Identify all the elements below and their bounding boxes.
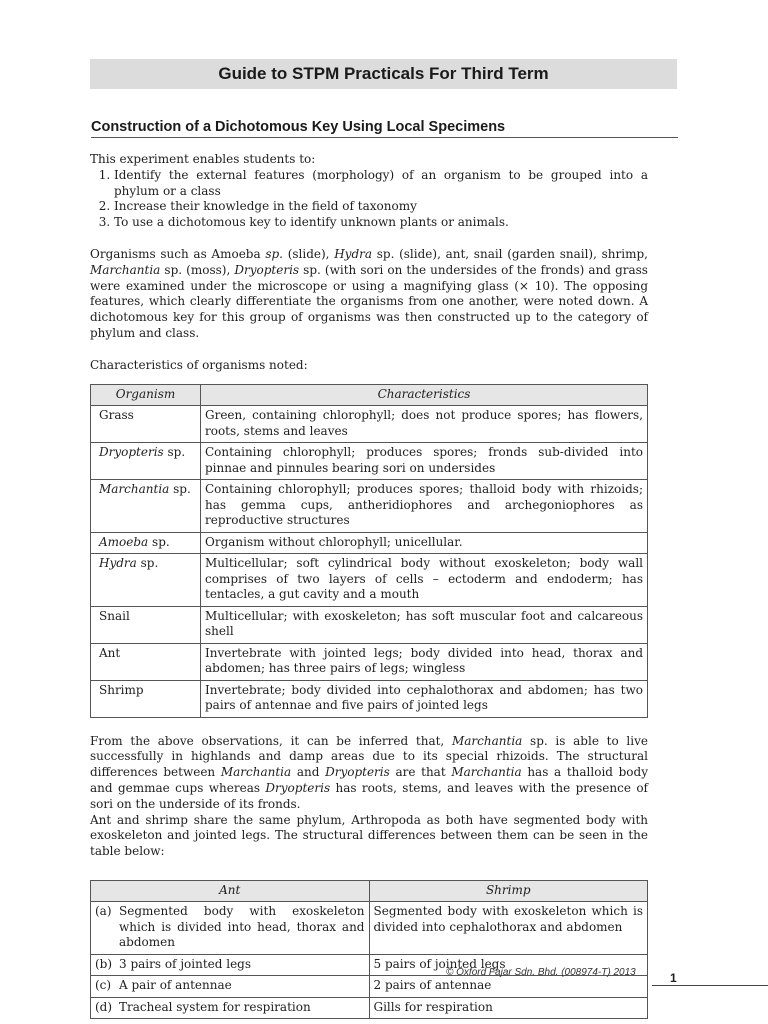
characteristics-cell: Invertebrate with jointed legs; body divided into head, thorax and abdomen; has three pairs of legs; wingless [201,643,648,680]
characteristics-cell: Containing chlorophyll; produces spores; fronds sub-divided into pinnae and pinnules bearing sori on undersides [201,443,648,480]
section-title: Construction of a Dichotomous Key Using Local Specimens [91,119,678,138]
footer-rule [652,985,768,986]
characteristics-cell: Organism without chlorophyll; unicellular. [201,532,648,554]
column-header: Ant [91,880,370,902]
characteristics-cell: Invertebrate; body divided into cephalothorax and abdomen; has two pairs of antennae and five pairs of jointed legs [201,680,648,717]
shrimp-cell: 2 pairs of antennae [369,976,648,998]
organism-cell: Shrimp [91,680,201,717]
header-bar [90,59,677,89]
shrimp-cell: Segmented body with exoskeleton which is divided into cephalothorax and abdomen [369,902,648,955]
table-header-row [91,880,648,902]
table-row [91,902,648,955]
organism-cell: Snail [91,606,201,643]
characteristics-cell: Green, containing chlorophyll; does not produce spores; has flowers, roots, stems and leaves [201,406,648,443]
ant-cell: (c) A pair of antennae [91,976,370,998]
table-row [91,643,648,680]
ant-cell: (a) Segmented body with exoskeleton which is divided into head, thorax and abdomen [91,902,370,955]
organism-cell: Dryopteris sp. [91,443,201,480]
inference-paragraph: From the above observations, it can be inferred that, Marchantia sp. is able to live successfully in highlands and damp areas due to its special rhizoids. The structural differences between Marchantia and Dryopteris are that Marchantia has a thalloid body and gemmae cups whereas Dryopteris has roots, stems, and leaves with the presence of sori on the underside of its fronds. [90,733,648,811]
organism-cell: Ant [91,643,201,680]
objectives-list [90,168,648,231]
column-header: Organism [91,384,201,406]
row-letter: (c) [95,978,112,993]
table-row [91,480,648,533]
document-body [90,152,648,1019]
method-paragraph: Organisms such as Amoeba sp. (slide), Hydra sp. (slide), ant, snail (garden snail), shrimp, Marchantia sp. (moss), Dryopteris sp. (with sori on the undersides of the fronds) and grass were examined under the microscope or using a magnifying glass (× 10). The opposing features, which clearly differentiate the organisms from one another, were noted down. A dichotomous key for this group of organisms was then constructed up to the category of phylum and class. [90,246,648,340]
table-row [91,443,648,480]
organism-cell: Marchantia sp. [91,480,201,533]
ant-shrimp-table [90,880,648,1020]
table-row [91,532,648,554]
arthropoda-paragraph: Ant and shrimp share the same phylum, Arthropoda as both have segmented body with exoskeleton and jointed legs. The structural differences between them can be seen in the table below: [90,812,648,859]
objective-item: 3. To use a dichotomous key to identify unknown plants or animals. [114,215,648,231]
page-number: 1 [670,971,677,985]
row-letter: (b) [95,956,113,971]
shrimp-cell: 5 pairs of jointed legs [369,954,648,976]
characteristics-cell: Multicellular; with exoskeleton; has soft muscular foot and calcareous shell [201,606,648,643]
objective-item: 2. Increase their knowledge in the field of taxonomy [114,199,648,215]
characteristics-label: Characteristics of organisms noted: [90,357,308,372]
table-row [91,997,648,1019]
ant-cell: (b) 3 pairs of jointed legs [91,954,370,976]
copyright-footer: © Oxford Fajar Sdn. Bhd. (008974-T) 2013 [446,967,636,978]
row-letter: (a) [95,904,112,919]
characteristics-cell: Multicellular; soft cylindrical body without exoskeleton; body wall comprises of two layers of cells – ectoderm and endoderm; has tentacles, a gut cavity and a mouth [201,554,648,607]
organism-cell: Grass [91,406,201,443]
characteristics-cell: Containing chlorophyll; produces spores; thalloid body with rhizoids; has gemma cups, antheridiophores and archegoniophores as reproductive structures [201,480,648,533]
intro-lead: This experiment enables students to: [90,152,316,166]
table-row [91,976,648,998]
shrimp-cell: Gills for respiration [369,997,648,1019]
page-title: Guide to STPM Practicals For Third Term [218,64,549,83]
organism-cell: Amoeba sp. [91,532,201,554]
row-letter: (d) [95,999,113,1014]
table-row [91,606,648,643]
table-row [91,680,648,717]
table-header-row [91,384,648,406]
table-row [91,554,648,607]
column-header: Characteristics [201,384,648,406]
organism-cell: Hydra sp. [91,554,201,607]
ant-cell: (d) Tracheal system for respiration [91,997,370,1019]
objective-item: 1. Identify the external features (morphology) of an organism to be grouped into a phylum or a class [114,168,648,200]
column-header: Shrimp [369,880,648,902]
table-row [91,406,648,443]
organism-characteristics-table [90,384,648,718]
